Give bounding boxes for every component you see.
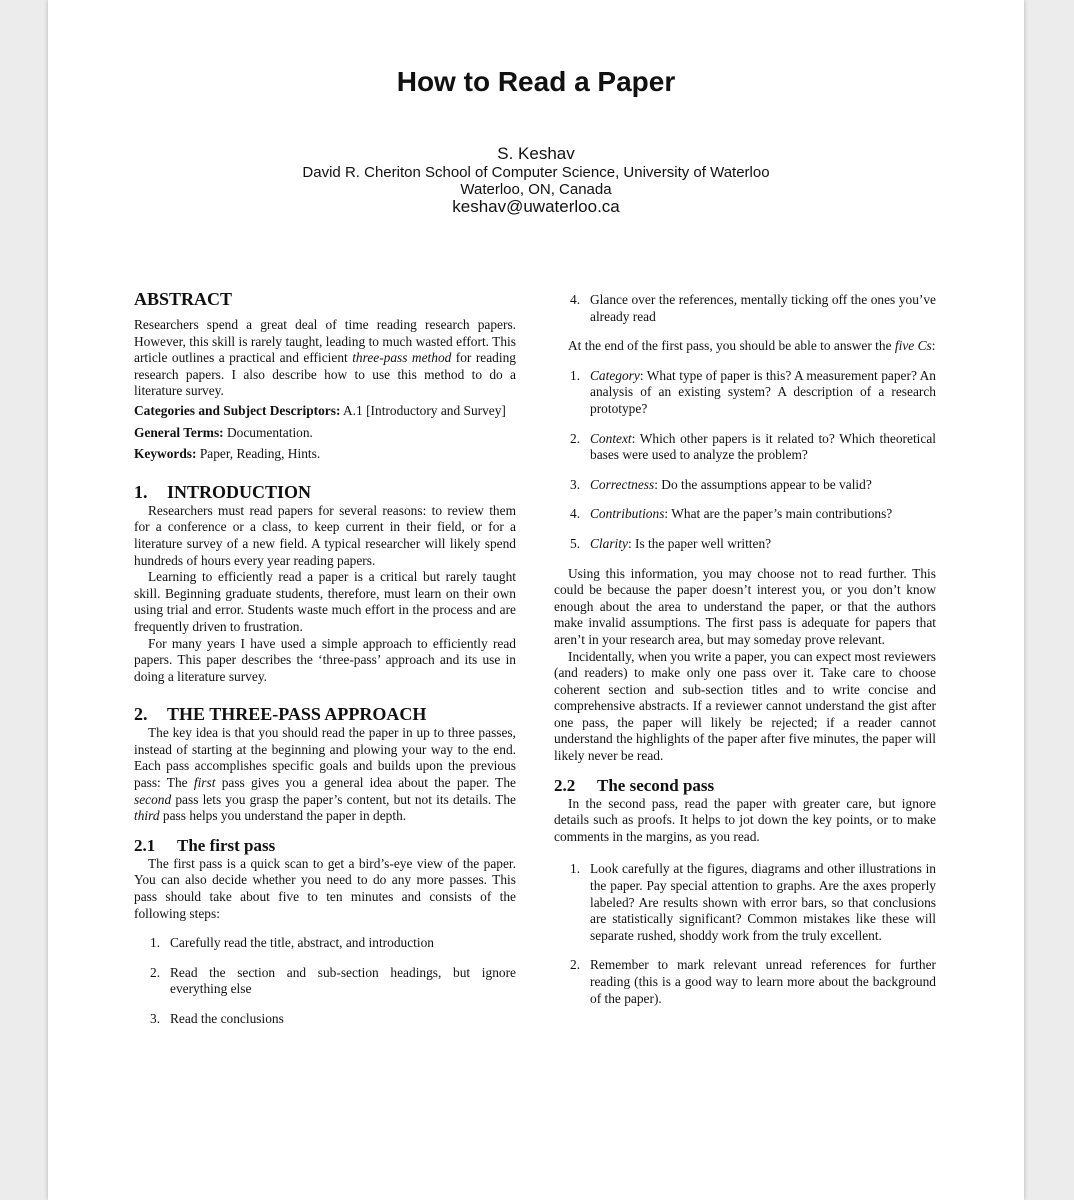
paper-page: [48, 0, 1024, 1200]
five-cs-list: [554, 368, 936, 553]
list-item-number: 5.: [570, 535, 581, 551]
three-pass-text-2: pass gives you a general idea about the paper. The: [221, 775, 516, 791]
list-item: [134, 965, 516, 998]
list-item: [554, 431, 936, 464]
list-item-text: Read the section and sub-section headings, but ignore everything else: [170, 964, 516, 997]
list-item-number: 1.: [570, 861, 581, 877]
general-terms-line: [134, 425, 516, 442]
five-cs-text-b: :: [931, 338, 936, 354]
three-pass-text-4: pass helps you understand the paper in depth.: [162, 808, 407, 824]
list-item-text: : Do the assumptions appear to be valid?: [654, 476, 872, 492]
second-pass-heading: [554, 775, 936, 796]
introduction-number: 1.: [134, 481, 148, 502]
five-cs-text-a: At the end of the first pass, you should be able to answer the: [568, 338, 892, 354]
list-item-text: Read the conclusions: [170, 1011, 284, 1026]
list-item: [554, 506, 936, 523]
five-cs-intro: [554, 338, 936, 355]
three-pass-title: THE THREE-PASS APPROACH: [167, 704, 427, 725]
list-item-term: Contributions: [590, 506, 665, 522]
introduction-heading: [134, 481, 516, 503]
first-pass-after-1: Using this information, you may choose not to read further. This could be because the paper doesn’t interest you, or you don’t know enough about the area to understand the paper, or that the authors make invalid assumptions. The first pass is adequate for papers that aren’t in your research area, but may someday prove relevant.: [554, 565, 936, 647]
three-pass-paragraph: [134, 725, 516, 825]
list-item-number: 4.: [570, 506, 581, 522]
second-pass-steps: [554, 861, 936, 1007]
list-item-text: : What are the paper’s main contributions?: [664, 506, 893, 522]
list-item: [554, 536, 936, 553]
list-item-text: Remember to mark relevant unread references for further reading (this is a good way to learn more about the background of the paper).: [590, 957, 936, 1006]
first-pass-number: 2.1: [134, 835, 156, 855]
introduction-title: INTRODUCTION: [167, 481, 312, 502]
three-pass-em-second: second: [134, 791, 172, 807]
list-item: [554, 292, 936, 325]
list-item-number: 4.: [570, 292, 581, 307]
five-cs-em: five Cs: [894, 338, 932, 354]
list-item-term: Clarity: [590, 535, 628, 551]
first-pass-after-2: Incidentally, when you write a paper, you can expect most reviewers (and readers) to make only one pass over it. Take care to choose coherent section and sub-section titles and to write concise and comprehensive abstracts. If a reviewer cannot understand the gist after one pass, the paper will likely be rejected; if a reader cannot understand the highlights of the paper after five minutes, the paper will likely never be read.: [554, 648, 936, 764]
list-item-number: 1.: [150, 935, 161, 951]
three-pass-number: 2.: [134, 704, 148, 725]
abstract-text-em: three-pass method: [352, 350, 452, 366]
list-item-text: Carefully read the title, abstract, and introduction: [170, 935, 435, 951]
list-item-number: 1.: [570, 367, 581, 383]
right-column: [554, 286, 936, 1007]
categories-line: [134, 403, 516, 420]
first-pass-steps-continued: [554, 292, 936, 325]
list-item-text: : What type of paper is this? A measurement paper? An analysis of an existing system? A description of a research prototype?: [590, 367, 936, 416]
first-pass-title: The first pass: [177, 835, 276, 855]
author-email: keshav@uwaterloo.ca: [452, 197, 620, 216]
list-item-term: Context: [590, 430, 632, 446]
list-item-text: Look carefully at the figures, diagrams and other illustrations in the paper. Pay special attention to graphs. Are the axes properly labeled? Are results shown with error bars, so that conclusions are statistically significant? Common mistakes like these will separate rushed, shoddy work from the truly excellent.: [590, 861, 936, 943]
list-item-number: 2.: [570, 957, 581, 973]
author-block: [48, 144, 1024, 216]
list-item-text: : Which other papers is it related to? Which theoretical bases were used to analyze the problem?: [590, 430, 936, 463]
list-item: [554, 368, 936, 418]
keywords-value: Paper, Reading, Hints.: [199, 446, 321, 462]
list-item: [134, 1011, 516, 1028]
second-pass-title: The second pass: [597, 775, 715, 795]
list-item-text: : Is the paper well written?: [627, 535, 772, 551]
list-item: [554, 957, 936, 1007]
list-item-term: Correctness: [590, 476, 655, 492]
categories-label: Categories and Subject Descriptors:: [134, 402, 341, 418]
list-item-number: 3.: [150, 1011, 161, 1026]
three-pass-em-first: first: [193, 775, 216, 791]
abstract-text-a: Researchers spend a great deal of time reading research papers. However, this skill is rarely taught, leading to much wasted effort. This article outlines a practical and efficient: [134, 317, 516, 366]
list-item-number: 3.: [570, 476, 581, 492]
three-pass-em-third: third: [134, 808, 160, 824]
intro-paragraph-1: Researchers must read papers for several reasons: to review them for a conference or a class, to keep current in their field, or for a literature survey of a new field. A typical researcher will likely spend hundreds of hours every year reading papers.: [134, 502, 516, 568]
three-pass-text-3: pass lets you grasp the paper’s content, but not its details. The: [175, 791, 516, 807]
intro-paragraph-2: Learning to efficiently read a paper is a critical but rarely taught skill. Beginning graduate students, therefore, must learn on their own using trial and error. Students waste much effort in the process and are frequently driven to frustration.: [134, 569, 516, 634]
second-pass-intro: In the second pass, read the paper with greater care, but ignore details such as proofs. It helps to jot down the key points, or to make comments in the margins, as you read.: [554, 795, 936, 844]
intro-paragraph-3: For many years I have used a simple approach to efficiently read papers. This paper describes the ‘three-pass’ approach and its use in doing a literature survey.: [134, 635, 516, 684]
abstract-text-b: for reading research papers. I also describe how to use this method to do a literature survey.: [134, 350, 516, 399]
list-item-text: Glance over the references, mentally ticking off the ones you’ve already read: [590, 292, 936, 324]
author-location: Waterloo, ON, Canada: [460, 181, 612, 198]
general-terms-label: General Terms:: [134, 424, 224, 440]
second-pass-number: 2.2: [554, 775, 576, 795]
abstract-heading: ABSTRACT: [134, 289, 233, 309]
list-item: [554, 861, 936, 944]
general-terms-value: Documentation.: [227, 424, 313, 440]
list-item: [554, 477, 936, 494]
paper-title: How to Read a Paper: [396, 66, 676, 97]
categories-value: A.1 [Introductory and Survey]: [343, 402, 506, 418]
author-affiliation: David R. Cheriton School of Computer Science, University of Waterloo: [302, 164, 770, 181]
first-pass-heading: [134, 835, 516, 856]
list-item-number: 2.: [570, 430, 581, 446]
three-pass-text-1: The key idea is that you should read the paper in up to three passes, instead of starting at the beginning and plowing your way to the end. Each pass accomplishes specific goals and builds upon the previous pass: The: [134, 725, 516, 791]
left-column: [134, 286, 516, 1028]
keywords-line: [134, 446, 516, 463]
keywords-label: Keywords:: [134, 446, 197, 462]
first-pass-intro: The first pass is a quick scan to get a bird’s-eye view of the paper. You can also decide whether you need to do any more passes. This pass should take about five to ten minutes and consists of the following steps:: [134, 855, 516, 921]
three-pass-heading: [134, 703, 516, 725]
list-item: [134, 935, 516, 952]
list-item-number: 2.: [150, 964, 161, 980]
author-name: S. Keshav: [497, 144, 575, 163]
list-item-term: Category: [590, 367, 640, 383]
abstract-text: [134, 317, 516, 400]
first-pass-steps: [134, 935, 516, 1027]
